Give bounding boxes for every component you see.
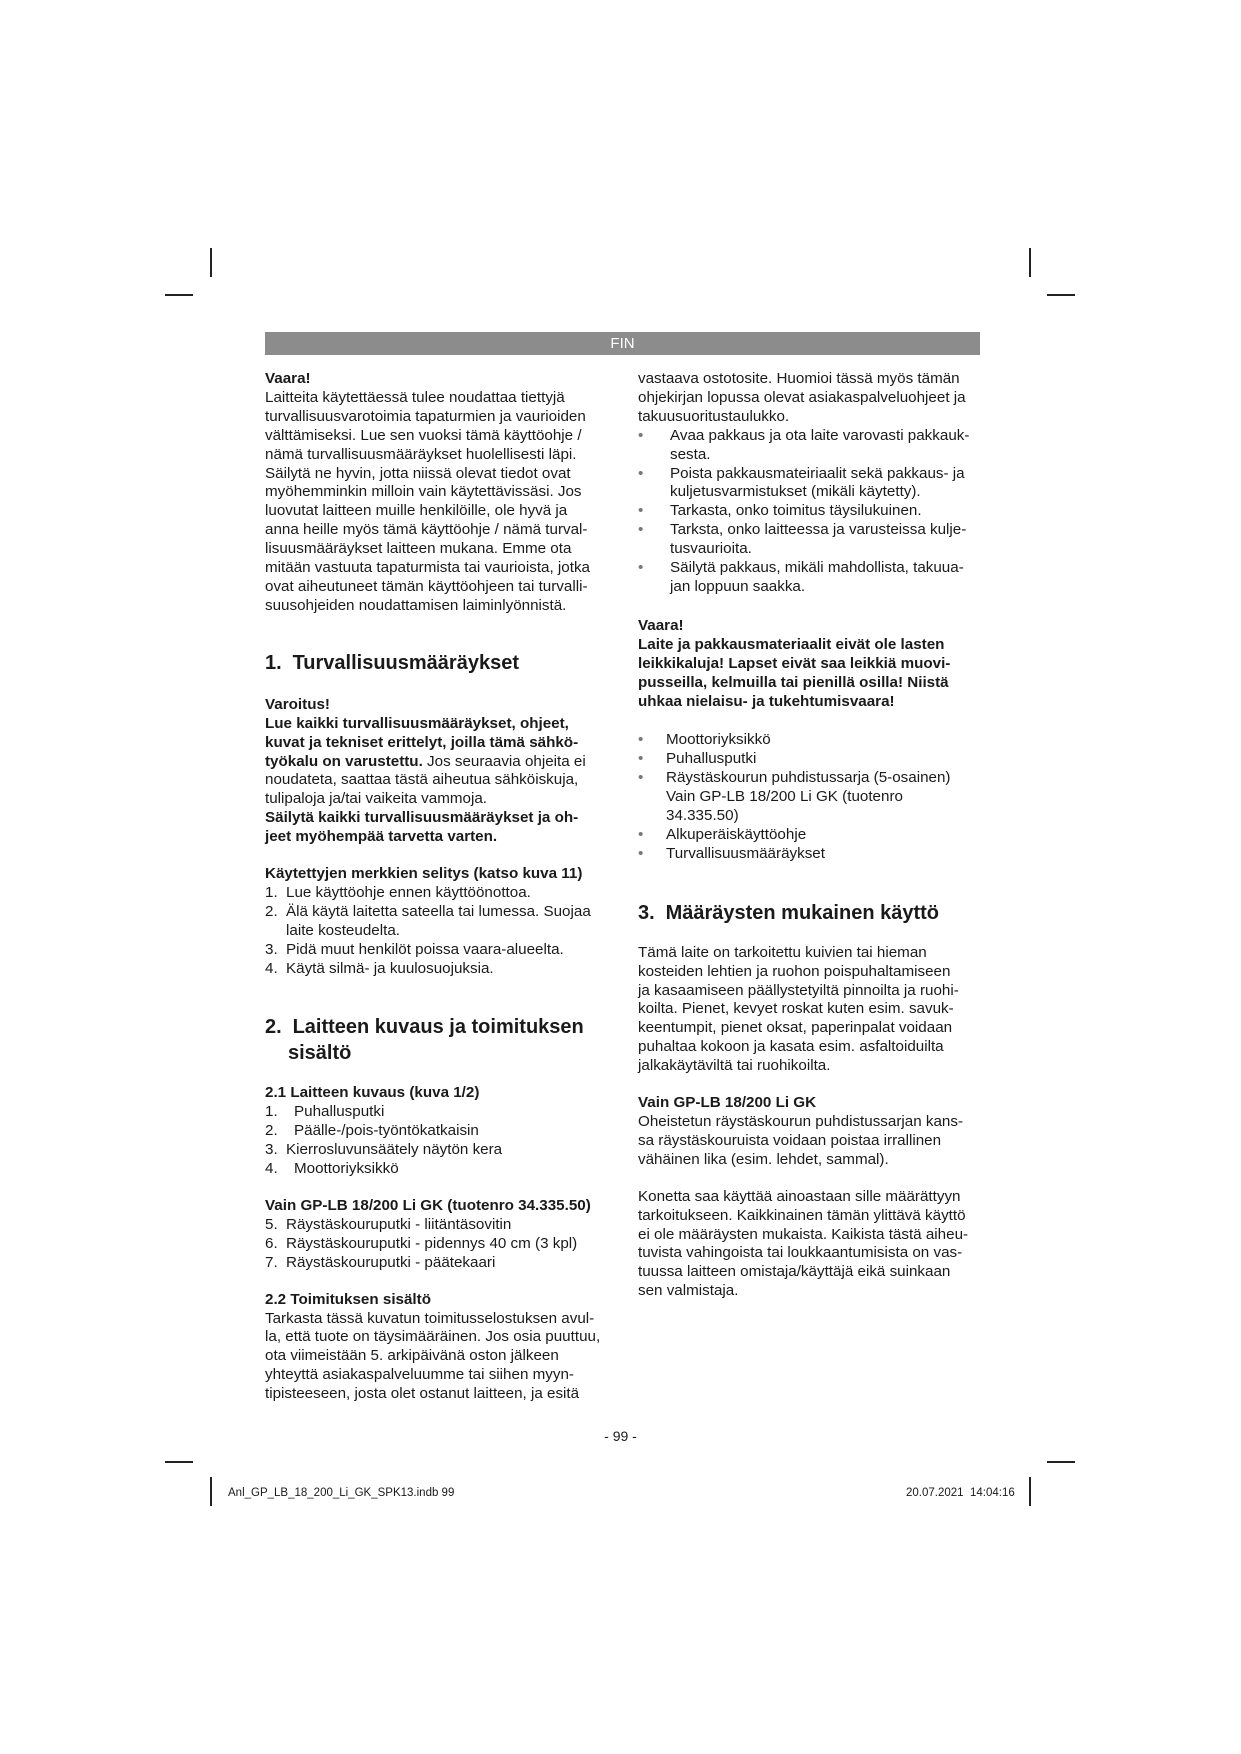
list-item — [265, 1141, 610, 1160]
list-item — [265, 960, 610, 979]
subsection-2-1-title: 2.1 Laitteen kuvaus (kuva 1/2) — [265, 1084, 480, 1102]
footer-filename: Anl_GP_LB_18_200_Li_GK_SPK13.indb 99 — [228, 1487, 455, 1499]
intro-line: anna heille myös tämä käyttöohje / nämä turval- — [265, 521, 588, 539]
crop-mark — [210, 248, 212, 277]
section-1-heading — [265, 650, 610, 676]
usage-line: tuussa laitteen omistaja/käyttäjä eikä suinkaan — [638, 1263, 951, 1281]
list-item — [265, 884, 610, 903]
intended-use-line: koilta. Pienet, kevyet roskat kuten esim. savuk- — [638, 1000, 954, 1018]
delivery-line: yhteyttä asiakaspalveluumme tai siihen myyn- — [265, 1366, 574, 1384]
usage-line: tarkoitukseen. Kaikkinainen tämän ylittävä käyttö — [638, 1206, 966, 1224]
warning-line — [265, 753, 610, 772]
item-number: 1. — [265, 883, 278, 901]
crop-mark — [1047, 1461, 1075, 1463]
crop-mark — [210, 1477, 212, 1506]
symbols-title: Käytettyjen merkkien selitys (katso kuva 11) — [265, 865, 583, 883]
intended-use-line: ja kasaamiseen päällystetyiltä pinnoilta ja ruohi- — [638, 981, 959, 999]
item-text: Räystäskourun puhdistussarja (5-osainen) Vain GP-LB 18/200 Li GK (tuotenro 34.335.50) — [666, 769, 951, 825]
intended-use-line: puhaltaa kokoon ja kasata esim. asfaltoiduilta — [638, 1038, 944, 1056]
item-number: 7. — [265, 1253, 278, 1271]
intro-line: välttämiseksi. Lue sen vuoksi tämä käyttöohje / — [265, 426, 582, 444]
symbols-list — [265, 884, 610, 979]
item-text: Räystäskouruputki - liitäntäsovitin — [286, 1215, 512, 1233]
warning-line: tulipaloja ja/tai vaikeita vammoja. — [265, 790, 488, 808]
list-item — [638, 502, 983, 521]
warning-bold-part: työkalu on varustettu. — [265, 752, 423, 770]
crop-mark — [1029, 1477, 1031, 1506]
item-text: Käytä silmä- ja kuulosuojuksia. — [286, 959, 494, 977]
delivery-line: Tarkasta tässä kuvatun toimitusselostuksen avul- — [265, 1309, 595, 1327]
list-item — [638, 769, 983, 826]
footer-date: 20.07.2021 — [906, 1487, 964, 1499]
language-header-bar — [265, 332, 980, 355]
item-text: Säilytä pakkaus, mikäli mahdollista, takuua- jan loppuun saakka. — [670, 559, 964, 595]
item-number: 4. — [265, 959, 278, 977]
list-item — [265, 941, 610, 960]
item-number: 3. — [265, 940, 278, 958]
list-item — [638, 465, 983, 503]
item-number: 2. — [265, 902, 278, 920]
delivery-text — [265, 1310, 610, 1405]
item-text: Räystäskouruputki - päätekaari — [286, 1253, 496, 1271]
delivery-line: ota viimeistään 5. arkipäivänä oston jälkeen — [265, 1347, 559, 1365]
intro-line: Laitteita käytettäessä tulee noudattaa tiettyjä — [265, 388, 565, 406]
item-text: Tarkasta, onko toimitus täysilukuinen. — [670, 502, 922, 520]
gutter-kit-line: sa räystäskouruista voidaan poistaa irrallinen — [638, 1131, 942, 1149]
usage-line: Konetta saa käyttää ainoastaan sille määrättyyn — [638, 1187, 961, 1205]
item-text: Alkuperäiskäyttöohje — [666, 825, 807, 843]
usage-restriction-text — [638, 1188, 983, 1301]
list-item — [638, 731, 983, 750]
section-2-heading — [265, 1014, 610, 1066]
section-title: Määräysten mukainen käyttö — [665, 901, 939, 924]
item-number: 6. — [265, 1234, 278, 1252]
intended-use-text — [638, 944, 983, 1076]
danger-line: uhkaa nielaisu- ja tukehtumisvaara! — [638, 692, 895, 710]
intro-line: ovat aiheutuneet tämän käyttöohjeen tai turvalli- — [265, 577, 588, 595]
continuation-line: ohjekirjan lopussa olevat asiakaspalveluohjeet ja — [638, 388, 966, 406]
danger-line: leikkikaluja! Lapset eivät saa leikkiä muovi- — [638, 654, 951, 672]
crop-mark — [1047, 294, 1075, 296]
gutter-kit-line: vähäinen lika (esim. lehdet, sammal). — [638, 1150, 889, 1168]
item-text: Moottoriyksikkö — [666, 731, 771, 749]
list-item — [265, 1216, 610, 1235]
list-item — [638, 521, 983, 559]
intro-line: Säilytä ne hyvin, jotta niissä olevat tiedot ovat — [265, 464, 571, 482]
warning-line: Lue kaikki turvallisuusmääräykset, ohjeet, — [265, 714, 569, 732]
list-item — [638, 750, 983, 769]
item-number: 5. — [265, 1215, 278, 1233]
item-number: 2. — [265, 1122, 278, 1140]
section-3-heading — [638, 900, 983, 926]
crop-mark — [1029, 248, 1031, 277]
item-number: 3. — [265, 1141, 278, 1159]
warning-normal-part: Jos seuraavia ohjeita ei — [422, 752, 586, 770]
usage-line: sen valmistaja. — [638, 1282, 739, 1300]
intended-use-line: keentumpit, pienet oksat, paperinpalat voidaan — [638, 1019, 953, 1037]
usage-line: tuvista vahingoista tai loukkaantumisista on vas- — [638, 1244, 963, 1262]
section-title: Laitteen kuvaus ja toimituksen — [292, 1016, 584, 1039]
section-title: Turvallisuusmääräykset — [292, 651, 519, 674]
list-item — [265, 1254, 610, 1273]
warning-line: Säilytä kaikki turvallisuusmääräykset ja oh- — [265, 809, 579, 827]
warning-title: Varoitus! — [265, 695, 330, 713]
gutter-kit-text — [638, 1113, 983, 1170]
warning-line: jeet myöhempää tarvetta varten. — [265, 828, 498, 846]
danger-title: Vaara! — [638, 616, 684, 634]
page-number: - 99 - — [604, 1428, 637, 1444]
item-text: Päälle-/pois-työntökatkaisin — [294, 1122, 479, 1140]
item-number: 1. — [265, 1103, 278, 1121]
subsection-2-2-title: 2.2 Toimituksen sisältö — [265, 1290, 431, 1308]
list-item — [265, 1160, 610, 1179]
warning-line: noudateta, saattaa tästä aiheutua sähköiskuja, — [265, 771, 579, 789]
continuation-line: takuusuoritustaulukko. — [638, 407, 790, 425]
section-title-continued: sisältö — [288, 1042, 352, 1065]
item-text: Poista pakkausmateiriaalit sekä pakkaus- ja kuljetusvarmistukset (mikäli käytetty). — [670, 464, 965, 501]
list-item — [265, 1122, 610, 1141]
item-text: Puhallusputki — [666, 750, 757, 768]
footer-time: 14:04:16 — [970, 1487, 1015, 1499]
parts-list — [265, 1103, 610, 1179]
item-text: Räystäskouruputki - pidennys 40 cm (3 kpl) — [286, 1234, 578, 1252]
danger-line: Laite ja pakkausmateriaalit eivät ole lasten — [638, 635, 945, 653]
list-item — [265, 903, 610, 941]
continuation-line: vastaava ostotosite. Huomioi tässä myös tämän — [638, 370, 960, 387]
intro-text — [265, 389, 610, 616]
intro-line: turvallisuusvarotoimia tapaturmien ja vaurioiden — [265, 407, 586, 425]
intended-use-line: Tämä laite on tarkoitettu kuivien tai hieman — [638, 943, 927, 961]
intro-title: Vaara! — [265, 370, 311, 387]
item-text: Avaa pakkaus ja ota laite varovasti pakkauk- sesta. — [670, 426, 970, 463]
intro-line: myöhemminkin milloin vain käytettävissäsi. Jos — [265, 483, 582, 501]
item-text: Puhallusputki — [294, 1103, 385, 1121]
item-text: Älä käytä laitetta sateella tai lumessa. Suojaa laite kosteudelta. — [286, 902, 591, 939]
delivery-line: tipisteeseen, josta olet ostanut laitteen, ja esitä — [265, 1385, 580, 1403]
only-model-parts-list — [265, 1216, 610, 1273]
list-item — [638, 559, 983, 597]
intro-line: lisuusmääräykset laitteen mukana. Emme ota — [265, 540, 572, 558]
list-item — [638, 826, 983, 845]
right-column — [638, 370, 983, 1301]
item-text: Pidä muut henkilöt poissa vaara-alueelta. — [286, 940, 564, 958]
list-item — [265, 1235, 610, 1254]
section-number: 2. — [265, 1016, 282, 1039]
intro-line: luovutat laitteen muille henkilöille, ole hyvä ja — [265, 502, 568, 520]
intro-line: nämä turvallisuusmääräykset huolellisesti läpi. — [265, 445, 577, 463]
continuation-text — [638, 370, 983, 427]
item-text: Lue käyttöohje ennen käyttöönottoa. — [286, 883, 531, 901]
danger-text — [638, 636, 983, 712]
item-text: Kierrosluvunsäätely näytön kera — [286, 1141, 503, 1159]
only-model-heading: Vain GP-LB 18/200 Li GK — [638, 1094, 817, 1112]
section-number: 1. — [265, 651, 282, 674]
intro-line: suusohjeiden noudattamisen laiminlyönnistä. — [265, 596, 567, 614]
list-item — [638, 427, 983, 465]
contents-list — [638, 731, 983, 863]
item-text: Turvallisuusmääräykset — [666, 844, 825, 862]
intro-line: mitään vastuuta tapaturmista tai vaurioista, jotka — [265, 559, 591, 577]
language-label: FIN — [610, 335, 635, 352]
section-number: 3. — [638, 901, 655, 924]
gutter-kit-line: Oheistetun räystäskourun puhdistussarjan kans- — [638, 1113, 964, 1130]
usage-line: ei ole määräysten mukaista. Kaikista tästä aiheu- — [638, 1225, 969, 1243]
item-number: 4. — [265, 1160, 278, 1178]
list-item — [265, 1103, 610, 1122]
delivery-line: la, että tuote on täysimääräinen. Jos osia puuttuu, — [265, 1328, 601, 1346]
warning-line: kuvat ja tekniset erittelyt, joilla tämä sähkö- — [265, 733, 579, 751]
unpacking-list — [638, 427, 983, 597]
list-item — [638, 845, 983, 864]
crop-mark — [165, 1461, 193, 1463]
item-text: Moottoriyksikkö — [294, 1160, 399, 1178]
item-text: Tarksta, onko laitteessa ja varusteissa kulje- tusvaurioita. — [670, 521, 967, 558]
left-column — [265, 370, 610, 1404]
danger-line: pusseilla, kelmuilla tai pienillä osilla! Niistä — [638, 673, 949, 691]
intended-use-line: jalkakäytäviltä tai ruohikoilta. — [638, 1057, 831, 1075]
intended-use-line: kosteiden lehtien ja ruohon poispuhaltamiseen — [638, 962, 951, 980]
warning-text — [265, 715, 610, 847]
crop-mark — [165, 294, 193, 296]
only-model-title: Vain GP-LB 18/200 Li GK (tuotenro 34.335.50) — [265, 1197, 591, 1214]
